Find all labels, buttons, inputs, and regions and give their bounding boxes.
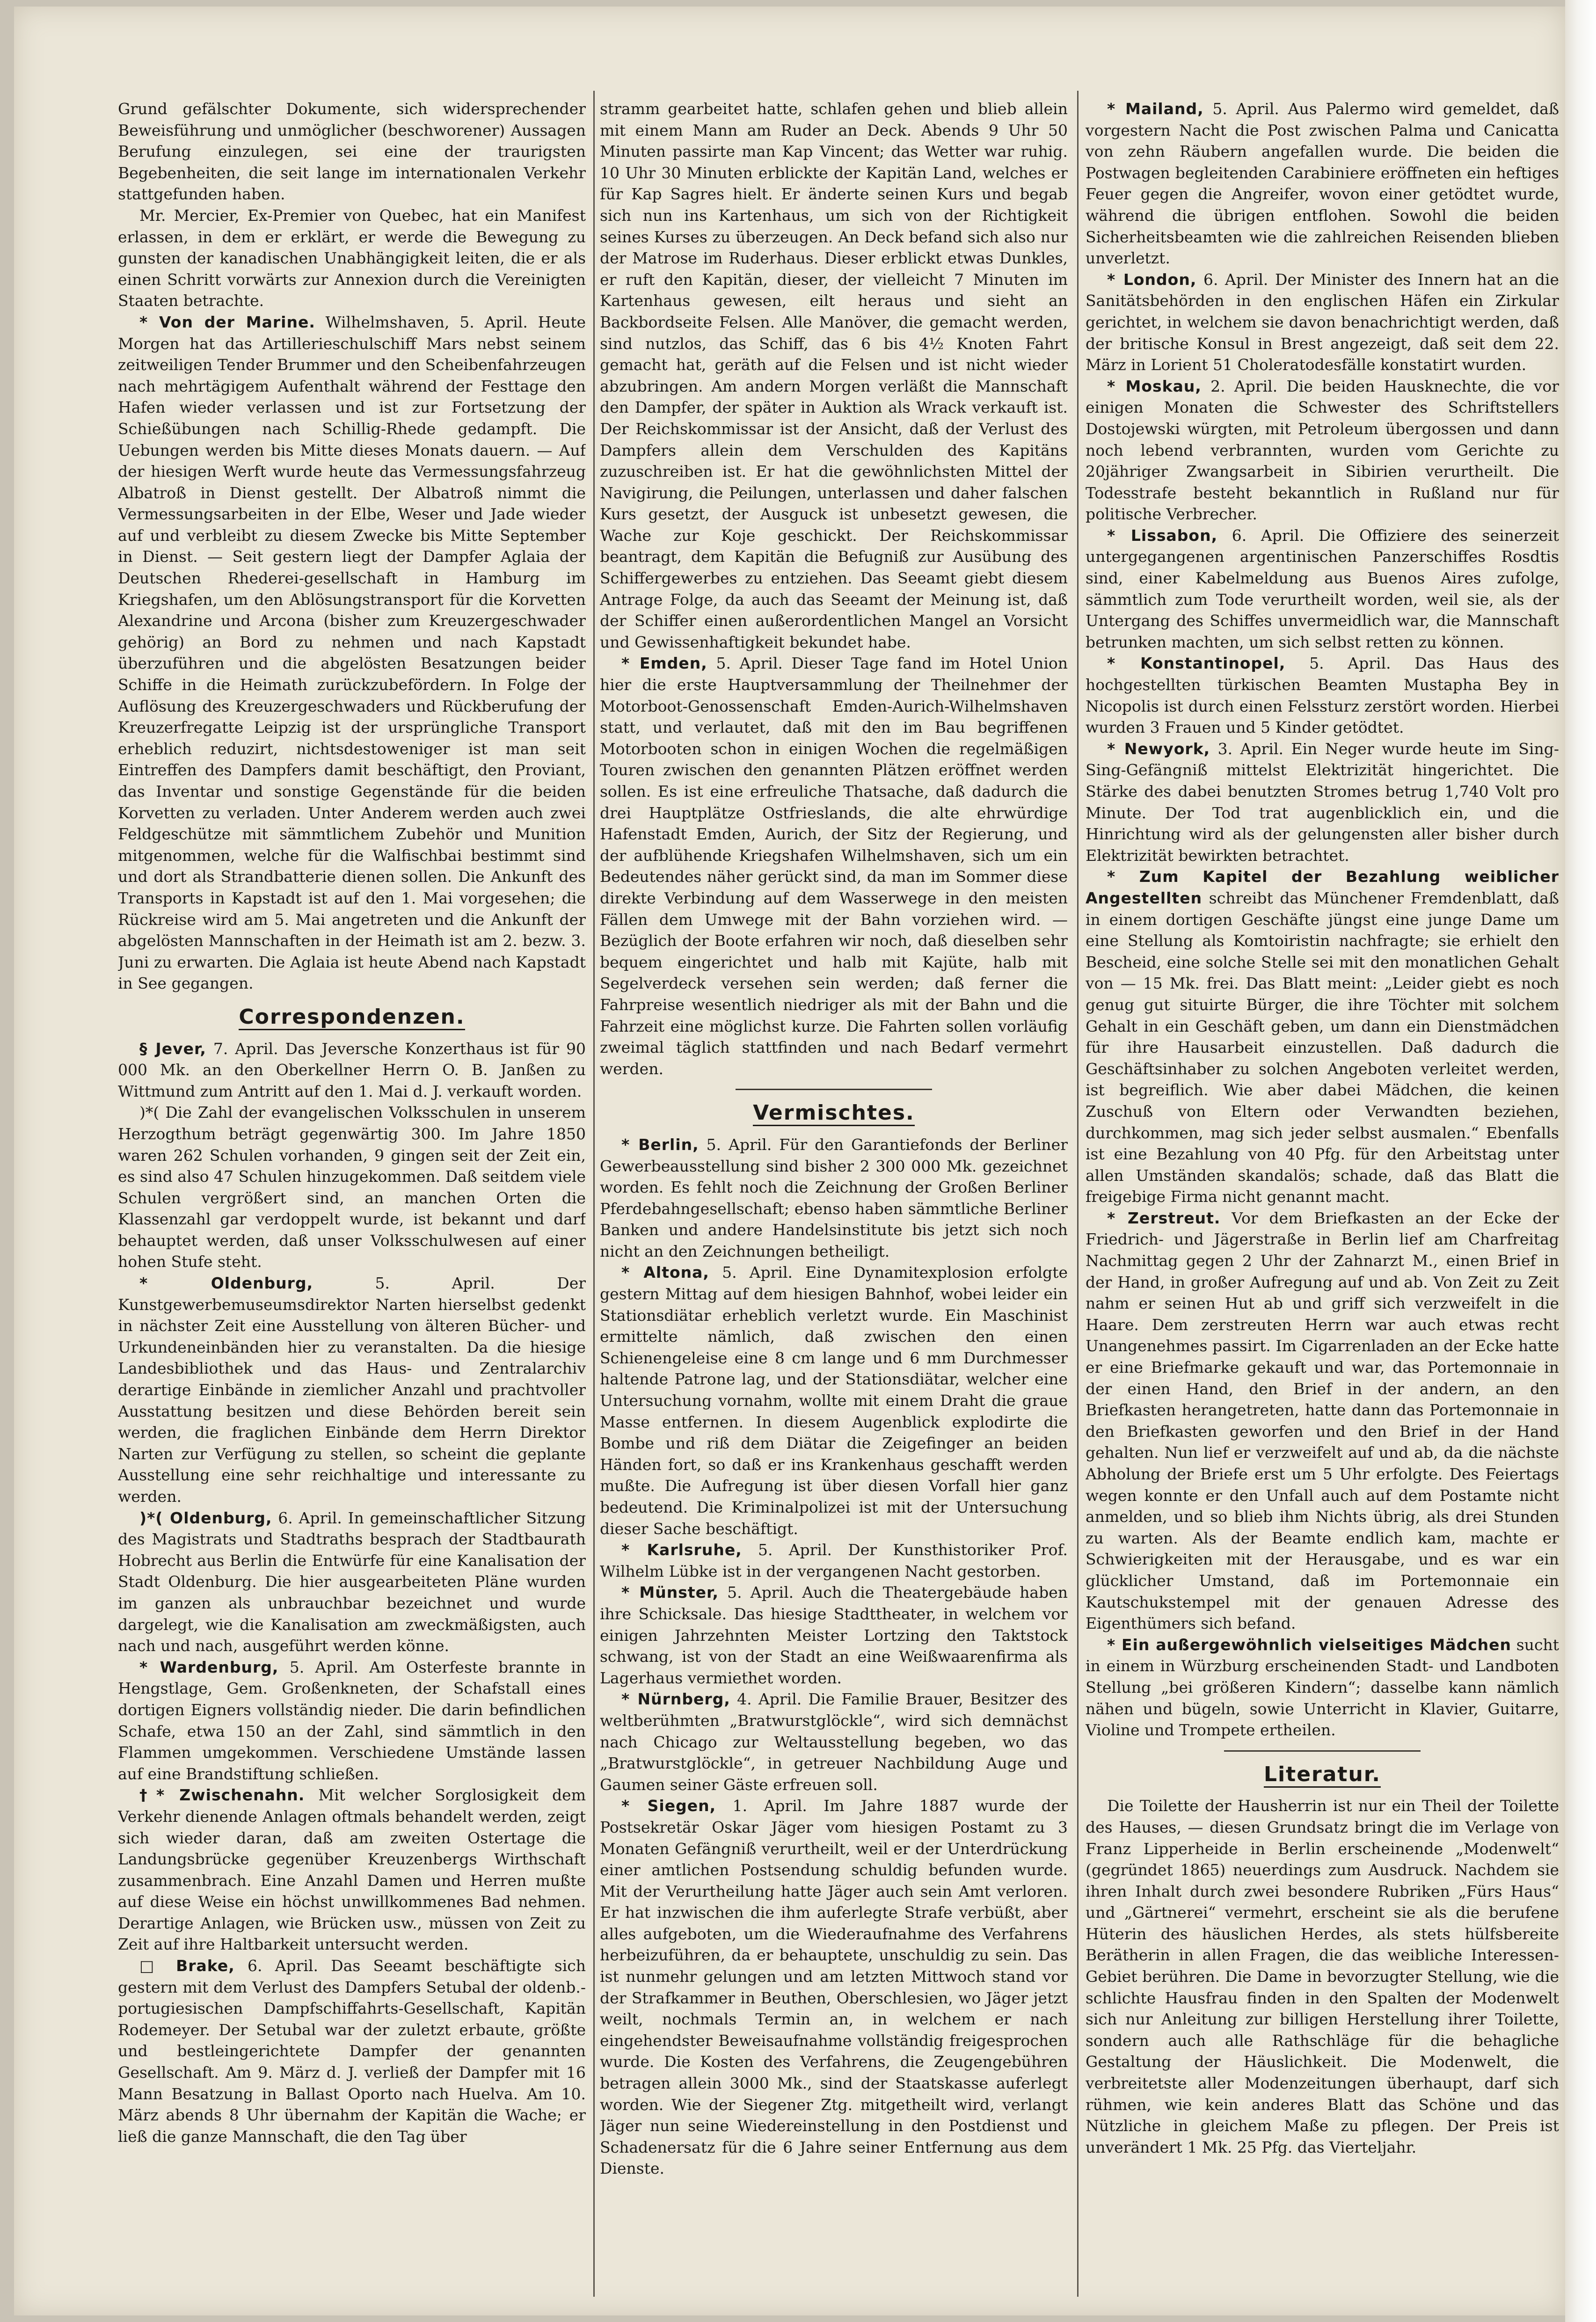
news-item-headline: * Moskau, xyxy=(1107,377,1202,395)
news-item-text: 5. April. Aus Palermo wird gemeldet, daß vorgestern Nacht die Post zwischen Palma und Canicatta von zehn Räubern angefallen wurde. Die beiden die Postwagen begleitenden Carabiniere eröffneten ein heftiges Feuer gegen die Angreifer, wovon einer getödtet wurde, während die übrigen entflohen. Sowohl die beiden Sicherheitsbeamten wie die zahlreichen Reisenden blieben unverletzt. xyxy=(1086,100,1559,268)
page-edge xyxy=(1565,0,1596,2322)
column-rule xyxy=(593,91,595,2297)
news-item-brake xyxy=(118,1955,586,2147)
news-item-text: 5. April. Das Haus des hochgestellten türkischen Beamten Mustapha Bey in Nicopolis ist durch einen Felssturz zerstört worden. Hierbei wurden 3 Frauen und 5 Kinder getödtet. xyxy=(1086,654,1559,737)
news-item-text: 5. April. Dieser Tage fand im Hotel Union hier die erste Hauptversammlung der Theilnehmer der Motorboot-Genossenschaft Emden-Aurich-Wilhelmshaven statt, und verlautet, daß mit den im Bau begriffenen Motorbooten schon in einigen Wochen die regelmäßigen Touren zwischen den genannten Plätzen eröffnet werden sollen. Es ist eine erfreuliche Thatsache, daß dadurch die drei Hauptplätze Ostfrieslands, die alte ehrwürdige Hafenstadt Emden, Aurich, der Sitz der Regierung, und der aufblühende Kriegshafen Wilhelmshaven, sich um ein Bedeutendes näher gerückt sind, da man im Sommer diese direkte Verbindung auf dem Wasserwege in den meisten Fällen dem Umwege mit der Bahn vorziehen wird. — Bezüglich der Boote erfahren wir noch, daß dieselben sehr bequem eingerichtet und halb mit Kajüte, halb mit Segelverdeck versehen sein werden; daß ferner die Fahrpreise wesentlich niedriger als mit der Bahn und die Fahrzeit eine möglichst kurze. Die Fahrten sollen vorläufig zweimal täglich stattfinden und nach Bedarf vermehrt werden. xyxy=(600,654,1068,1078)
news-item-london xyxy=(1086,269,1559,376)
news-item-oldenburg xyxy=(118,1273,586,1507)
news-item-oldenburg-2 xyxy=(118,1507,586,1657)
section-heading-vermischtes: Vermischtes. xyxy=(600,1102,1068,1124)
news-item-headline: * Emden, xyxy=(621,654,707,673)
news-item-headline: * Münster, xyxy=(621,1583,719,1602)
news-item-text: 5. April. Eine Dynamitexplosion erfolgte gestern Mittag auf dem hiesigen Bahnhof, wobei leider ein Stationsdiätar erheblich verletzt wurde. Ein Maschinist ermittelte nämlich, daß zwischen den einen Schienengeleise eine 8 cm lange und 6 mm Durchmesser haltende Patrone lag, und der Stationsdiätar, welcher eine Untersuchung vornahm, wollte mit einem Draht die graue Masse entfernen. In diesem Augenblick explodirte die Bombe und riß dem Diätar die Zeigefinger an beiden Händen fort, so daß er ins Krankenhaus geschafft werden mußte. Die Aufregung ist über diesen Vorfall hier ganz bedeutend. Die Kriminalpolizei ist mit der Untersuchung dieser Sache beschäftigt. xyxy=(600,1263,1068,1538)
news-item-wardenburg xyxy=(118,1657,586,1785)
news-item-zerstreut xyxy=(1086,1208,1559,1634)
news-item-headline: * Nürnberg, xyxy=(621,1690,730,1709)
column-right xyxy=(1086,98,1559,2306)
news-item-text: 1. April. Im Jahre 1887 wurde der Postsekretär Oskar Jäger vom hiesigen Postamt zu 3 Monaten Gefängniß verurtheilt, weil er der Unterdrückung einer amtlichen Postsendung schuldig befunden wurde. Mit der Verurtheilung hatte Jäger auch sein Amt verloren. Er hat inzwischen die ihm auferlegte Strafe verbüßt, aber alles aufgeboten, um die Wiederaufnahme des Verfahrens herbeizuführen, da er behauptete, unschuldig zu sein. Das ist nunmehr gelungen und am letzten Mittwoch stand vor der Strafkammer in Beuthen, Oberschlesien, wo Jäger jetzt weilt, nochmals Termin an, in welchem er nach eingehendster Beweisaufnahme vollständig freigesprochen wurde. Die Kosten des Verfahrens, die Zeugengebühren betragen allein 3000 Mk., sind der Staatskasse auferlegt worden. Wie der Siegener Ztg. mitgetheilt wird, verlangt Jäger nun seine Wiedereinstellung in den Postdienst und Schadenersatz für die 6 Jahre seiner Entfernung aus dem Dienste. xyxy=(600,1797,1068,2178)
section-divider xyxy=(736,1089,932,1090)
news-item-mailand xyxy=(1086,98,1559,269)
news-item-nuernberg xyxy=(600,1689,1068,1795)
news-item-text: 4. April. Die Familie Brauer, Besitzer des weltberühmten „Bratwurstglöckle“, wird sich demnächst nach Chicago zur Weltausstellung begeben, wo das „Bratwurstglöckle“, in getreuer Nachbildung Auge und Gaumen seiner Gäste erfreuen soll. xyxy=(600,1690,1068,1794)
article-continuation: stramm gearbeitet hatte, schlafen gehen und blieb allein mit einem Mann am Ruder an Deck. Abends 9 Uhr 50 Minuten passirte man Kap Vincent; das Wetter war ruhig. 10 Uhr 30 Minuten erblickte der Kapitän Land, welches er für Kap Sagres hielt. Er änderte seinen Kurs und begab sich nun ins Kartenhaus, um sich von der Richtigkeit seines Kurses zu überzeugen. An Deck befand sich also nur der Matrose im Ruderhaus. Dieser erblickt etwas Dunkles, er ruft den Kapitän, dieser, der vielleicht 7 Minuten im Kartenhaus gewesen, eilt heraus und sieht an Backbordseite Felsen. Alle Manöver, die gemacht werden, sind nutzlos, das Schiff, das 6 bis 4½ Knoten Fahrt gemacht hat, geräth auf die Felsen und ist nicht wieder abzubringen. Am andern Morgen verläßt die Mannschaft den Dampfer, der später in Auktion als Wrack verkauft ist. Der Reichskommissar ist der Ansicht, daß der Verlust des Dampfers allein dem Verschulden des Kapitäns zuzuschreiben ist. Er hat die gewöhnlichsten Mittel der Navigirung, die Peilungen, unterlassen und daher falschen Kurs gesetzt, der Ausguck ist unbesetzt gewesen, die Wache zur Koje geschickt. Der Reichskommissar beantragt, dem Kapitän die Befugniß zur Ausübung des Schiffergewerbes zu entziehen. Das Seeamt giebt diesem Antrage Folge, da auch das Seeamt der Meinung ist, daß der Schiffer einen außerordentlichen Mangel an Vorsicht und Gewissenhaftigkeit bekundet habe. xyxy=(600,100,1068,651)
news-item-marine xyxy=(118,312,586,994)
news-item-text: Wilhelmshaven, 5. April. Heute Morgen hat das Artillerieschulschiff Mars nebst seinem zeitweiligen Tender Brummer und den Scheibenfahrzeugen nach mehrtägigem Aufenthalt während der Festtage den Hafen wieder verlassen und ist zur Fortsetzung der Schießübungen nach Schillig-Rhede gedampft. Die Uebungen werden bis Mitte dieses Monats dauern. — Auf der hiesigen Werft wurde heute das Vermessungsfahrzeug Albatroß in Dienst gestellt. Der Albatroß nimmt die Vermessungsarbeiten in der Elbe, Weser und Jade wieder auf und verbleibt zu diesem Zwecke bis Mitte September in Dienst. — Seit gestern liegt der Dampfer Aglaia der Deutschen Rhederei-gesellschaft in Hamburg im Kriegshafen, um den Ablösungstransport für die Korvetten Alexandrine und Arcona (bisher zum Kreuzergeschwader gehörig) an Bord zu nehmen und nach Kapstadt überzuführen und die abgelösten Besatzungen beider Schiffe in die Heimath zurückzubefördern. In Folge der Auflösung des Kreuzergeschwaders und Rückberufung der Kreuzerfregatte Leipzig ist der ursprüngliche Transport erheblich reduzirt, nichtsdestoweniger ist man seit Eintreffen des Dampfers damit beschäftigt, den Proviant, das Inventar und sonstige Gegenstände für die beiden Korvetten zu verladen. Unter Anderem werden auch zwei Feldgeschütze mit sämmtlichem Zubehör und Munition mitgenommen, welche für die Walfischbai bestimmt sind und dort als Strandbatterie dienen sollen. Die Ankunft des Transports in Kapstadt ist auf den 1. Mai vorgesehen; die Rückreise wird am 5. Mai angetreten und die Ankunft der abgelösten Mannschaften in der Heimath ist am 2. bezw. 3. Juni zu erwarten. Die Aglaia ist heute Abend nach Kapstadt in See gegangen. xyxy=(118,313,586,993)
news-item-karlsruhe xyxy=(600,1539,1068,1582)
news-item-text: Mit welcher Sorglosigkeit dem Verkehr dienende Anlagen oftmals behandelt werden, zeigt sich wieder daran, daß am zweiten Ostertage die Landungsbrücke gegenüber Kreuzenbergs Wirthschaft zusammenbrach. Eine Anzahl Damen und Herren mußte auf diese Weise ein höchst unwillkommenes Bad nehmen. Derartige Anlagen, wie Brücken usw., müssen von Zeit zu Zeit auf ihre Haltbarkeit untersucht werden. xyxy=(118,1786,586,1954)
news-item-text: 5. April. Der Kunsthistoriker Prof. Wilhelm Lübke ist in der vergangenen Nacht gestorben. xyxy=(600,1541,1068,1580)
news-item-berlin xyxy=(600,1134,1068,1262)
news-item-headline: )*( Oldenburg, xyxy=(139,1508,272,1527)
news-item-text: 5. April. Für den Garantiefonds der Berliner Gewerbeausstellung sind bisher 2 300 000 Mk. gezeichnet worden. Es fehlt noch die Zeichnung der Großen Berliner Pferdebahngesellschaft; ebenso haben sämmtliche Berliner Banken und andere Handelsinstitute bis jetzt sich noch nicht an den Zeichnungen betheiligt. xyxy=(600,1135,1068,1260)
news-item-altona xyxy=(600,1262,1068,1539)
news-item-emden xyxy=(600,653,1068,1079)
news-item-headline: * Ein außergewöhnlich vielseitiges Mädchen xyxy=(1107,1635,1512,1654)
news-item-headline: * Altona, xyxy=(621,1263,709,1282)
column-left xyxy=(118,98,586,2306)
news-item-text: 6. April. In gemeinschaftlicher Sitzung des Magistrats und Stadtraths besprach der Stadtbaurath Hobrecht aus Berlin die Entwürfe für eine Kanalisation der Stadt Oldenburg. Die hier ausgearbeiteten Pläne wurden im ganzen als unbrauchbar bezeichnet und wurde dargelegt, wie die Kanalisation am zweckmäßigsten, auch nach und nach, ausgeführt werden könne. xyxy=(118,1508,586,1655)
news-item-headline: * Lissabon, xyxy=(1107,526,1218,545)
news-item-text: 6. April. Das Seeamt beschäftigte sich gestern mit dem Verlust des Dampfers Setubal der oldenb.-portugiesischen Dampfschiffahrts-Gesellschaft, Kapitän Rodemeyer. Der Setubal war der zuletzt erbaute, größte und bestleingerichtete Dampfer der genannten Gesellschaft. Am 9. März d. J. verließ der Dampfer mit 16 Mann Besatzung in Ballast Oporto nach Huelva. Am 10. März abends 8 Uhr übernahm der Kapitän die Wache; er ließ die ganze Mannschaft, die den Tag über xyxy=(118,1957,586,2146)
news-item-text: 5. April. Auch die Theatergebäude haben ihre Schicksale. Das hiesige Stadttheater, in welchem vor einigen Jahrzehnten Meister Lortzing den Taktstock schwang, ist von der Stadt an eine Weißwaarenfirma als Lagerhaus vermiethet worden. xyxy=(600,1583,1068,1687)
news-item-headline: * Zerstreut. xyxy=(1107,1208,1221,1227)
news-item-siegen xyxy=(600,1795,1068,2179)
news-item-text: 3. April. Ein Neger wurde heute im Sing-Sing-Gefängniß mittelst Elektrizität hingerichtet. Die Stärke des dabei benutzten Stromes betrug 1,740 Volt pro Minute. Der Tod trat augenblicklich ein, und die Hinrichtung wird als der gelungensten aller bisher durch Elektrizität bewirkten betrachtet. xyxy=(1086,739,1559,865)
section-heading-literatur: Literatur. xyxy=(1086,1764,1559,1785)
news-item-jever xyxy=(118,1038,586,1102)
news-item-headline: * London, xyxy=(1107,270,1197,289)
news-item-headline: * Oldenburg, xyxy=(139,1274,313,1293)
news-item-headline: □ Brake, xyxy=(139,1957,235,1975)
news-item-text: 6. April. Der Minister des Innern hat an die Sanitätsbehörden in den englischen Häfen ein Zirkular gerichtet, in welchem sie davon benachrichtigt werden, daß der britische Konsul in Brest angezeigt, daß seit dem 22. März in Lorient 51 Choleratodesfälle konstatirt wurden. xyxy=(1086,270,1559,374)
news-item-headline: * Zum Kapitel der Bezahlung weiblicher Angestellten xyxy=(1086,867,1559,907)
news-item-headline: * Wardenburg, xyxy=(139,1658,279,1676)
news-item-headline: * Newyork, xyxy=(1107,739,1210,758)
news-item-headline: * Mailand, xyxy=(1107,100,1204,118)
news-item-text: 6. April. Die Offiziere des seinerzeit untergegangenen argentinischen Panzerschiffes Rosdtis sind, einer Kabelmeldung aus Buenos Aires zufolge, sämmtlich zum Tode verurtheilt worden, weil sie, als der Untergang des Schiffes unvermeidlich war, die Mannschaft betrunken machten, um sich selbst retten zu können. xyxy=(1086,526,1559,651)
news-item-headline: § Jever, xyxy=(139,1039,206,1058)
news-item-text: 2. April. Die beiden Hausknechte, die vor einigen Monaten die Schwester des Schriftstellers Dostojewski würgten, mit Petroleum übergossen und dann noch lebend verbrannten, wurden vom Gerichte zu 20jähriger Zwangsarbeit in Sibirien verurtheilt. Die Todesstrafe besteht bekanntlich in Rußland nur für politische Verbrecher. xyxy=(1086,377,1559,524)
news-item-headline: * Berlin, xyxy=(621,1135,699,1154)
news-item-text: 7. April. Das Jeversche Konzerthaus ist für 90 000 Mk. an den Oberkellner Herrn O. B. Janßen zu Wittmund zum Antritt auf den 1. Mai d. J. verkauft worden. xyxy=(118,1039,586,1100)
news-item-text: 5. April. Der Kunstgewerbemuseumsdirektor Narten hierselbst gedenkt in nächster Zeit eine Ausstellung von älteren Bücher- und Urkundeneinbänden hier zu veranstalten. Da die hiesige Landesbibliothek und das Haus- und Zentralarchiv derartige Einbände in ziemlicher Anzahl und prachtvoller Ausstattung besitzen und diese Behörden bereit sein werden, die fraglichen Einbände dem Herrn Direktor Narten zur Verfügung zu stellen, so scheint die geplante Ausstellung eine sehr reichhaltige und interessante zu werden. xyxy=(118,1274,586,1506)
newspaper-page xyxy=(14,7,1565,2315)
news-item-maedchen xyxy=(1086,1634,1559,1741)
news-item-newyork xyxy=(1086,738,1559,866)
literatur-paragraph: Die Toilette der Hausherrin ist nur ein Theil der Toilette des Hauses, — diesen Grundsatz bringt die im Verlage von Franz Lipperheide in Berlin erscheinende „Modenwelt“ (gegründet 1865) neuerdings zum Ausdruck. Nachdem sie ihren Inhalt durch zwei besondere Rubriken „Fürs Haus“ und „Gärtnerei“ vermehrt, erscheint sie als die berufene Hüterin des häuslichen Herdes, als stets hülfsbereite Berätherin in allen Fragen, die das weibliche Interessen-Gebiet berühren. Die Dame in bevorzugter Stellung, wie die schlichte Hausfrau finden in den Spalten der Modenwelt sich nur Anleitung zur billigen Herstellung ihrer Toilette, sondern auch alle Rathschläge für die behagliche Gestaltung der Häuslichkeit. Die Modenwelt, die verbreitetste aller Modenzeitungen überhaupt, darf sich rühmen, wie kein anderes Blatt das Schöne und das Nützliche in gleichem Maße zu pflegen. Der Preis ist unverändert 1 Mk. 25 Pfg. das Vierteljahr. xyxy=(1086,1797,1559,2156)
news-item-moskau xyxy=(1086,376,1559,525)
news-item-text: schreibt das Münchener Fremdenblatt, daß in einem dortigen Geschäfte jüngst eine junge Dame um eine Stellung als Komtoiristin nachfragte; sie erhielt den Bescheid, eine solche Stelle sei mit den monatlichen Gehalt von — 15 Mk. frei. Das Blatt meint: „Leider giebt es noch genug gut situirte Bürger, die ihre Töchter mit solchem Gehalt in ein Geschäft geben, um dann ein Dienstmädchen für ihre Hausarbeit einzustellen. Daß dadurch die Geschäftsinhaber zu solchen Angeboten verleitet werden, ist begreiflich. Wie aber dabei Mädchen, die keinen Zuschuß von Eltern oder Verwandten beziehen, durchkommen, mag sich jeder selbst ausmalen.“ Ebenfalls ist eine Bezahlung von 40 Pfg. für den Arbeitstag unter allen Umständen skandalös; schade, daß das Blatt die freigebige Firma nicht genannt macht. xyxy=(1086,888,1559,1206)
news-item-zwischenahn xyxy=(118,1784,586,1955)
news-item-konstantinopel xyxy=(1086,653,1559,738)
column-middle xyxy=(600,98,1068,2306)
article-continuation: Grund gefälschter Dokumente, sich widersprechender Beweisführung und unmöglicher (beschworener) Aussagen Berufung einzulegen, sei eine der traurigsten Begebenheiten, die seit lange im internationalen Verkehr stattgefunden haben. xyxy=(118,100,586,204)
news-item-text: 5. April. Am Osterfeste brannte in Hengstlage, Gem. Großenkneten, der Schafstall eines dortigen Eigners vollständig nieder. Die darin befindlichen Schafe, etwa 150 an der Zahl, sind sämmtlich in den Flammen umgekommen. Verschiedene Umstände lassen auf eine Brandstiftung schließen. xyxy=(118,1658,586,1783)
news-item-headline: * Konstantinopel, xyxy=(1107,654,1286,673)
news-item-headline: * Karlsruhe, xyxy=(621,1541,742,1559)
news-item-headline: †* Zwischenahn. xyxy=(139,1786,305,1805)
news-item-headline: * Siegen, xyxy=(621,1797,716,1815)
section-heading-correspondenzen: Correspondenzen. xyxy=(118,1006,586,1028)
news-item-headline: * Von der Marine. xyxy=(139,313,315,331)
news-item-text: Vor dem Briefkasten an der Ecke der Friedrich- und Jägerstraße in Berlin lief am Charfreitag Nachmittag gegen 2 Uhr der Zahnarzt M., einen Brief in der Hand, in großer Aufregung auf und ab. Von Zeit zu Zeit nahm er seinen Hut ab und griff sich verzweifelt in die Haare. Dem zerstreuten Herrn war auch etwas recht Unangenehmes passirt. Im Cigarrenladen an der Ecke hatte er eine Briefmarke gekauft und war, das Portemonnaie in der einen Hand, den Brief in der andern, an den Briefkasten herangetreten, hatte dann das Portemonnaie in den Briefkasten geworfen und den Brief in der Hand gehalten. Nun lief er verzweifelt auf und ab, da die nächste Abholung der Briefe erst um 5 Uhr erfolgte. Des Feiertags wegen konnte er den Unfall auch auf dem Postamte nicht anmelden, und so blieb ihm Nichts übrig, als drei Stunden zu warten. Als der Beamte endlich kam, machte er Schwierigkeiten mit der Herausgabe, und es war ein glücklicher Umstand, daß im Portemonnaie ein Kautschukstempel mit der genauen Adresse des Eigenthümers sich befand. xyxy=(1086,1208,1559,1633)
news-item-schulen: )*( Die Zahl der evangelischen Volksschulen in unserem Herzogthum beträgt gegenwärtig 300. Im Jahre 1850 waren 262 Schulen vorhanden, 9 gingen seit der Zeit ein, es sind also 47 Schulen hinzugekommen. Daß seitdem viele Schulen vergrößert sind, an manchen Orten die Klassenzahl gar verdoppelt wurde, ist bekannt und darf behauptet werden, daß unser Volksschulwesen auf einer hohen Stufe steht. xyxy=(118,1103,586,1271)
article-paragraph: Mr. Mercier, Ex-Premier von Quebec, hat ein Manifest erlassen, in dem er erklärt, er werde die Bewegung zu gunsten der kanadischen Unabhängigkeit leiten, die er als einen Schritt vorwärts zur Annexion durch die Vereinigten Staaten betrachte. xyxy=(118,206,586,310)
news-item-lissabon xyxy=(1086,525,1559,653)
news-item-text: sucht in einem in Würzburg erscheinenden Stadt- und Landboten Stellung „bei größeren Kindern“; dasselbe kann nämlich nähen und bügeln, sowie Unterricht in Klavier, Guitarre, Violine und Trompete ertheilen. xyxy=(1086,1635,1559,1740)
column-rule xyxy=(1077,91,1079,2297)
news-item-kapitel xyxy=(1086,866,1559,1208)
section-divider xyxy=(1224,1750,1421,1752)
news-item-muenster xyxy=(600,1582,1068,1689)
